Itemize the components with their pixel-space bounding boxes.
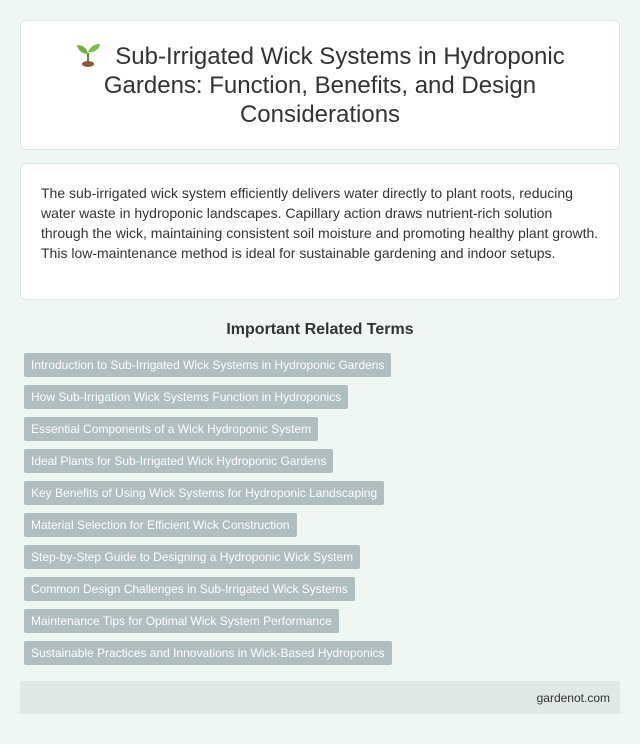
related-term-tag[interactable]: Introduction to Sub-Irrigated Wick Systems in Hydroponic Gardens bbox=[24, 353, 391, 377]
related-terms-list bbox=[24, 353, 620, 673]
footer bbox=[20, 681, 620, 714]
related-term-tag[interactable]: How Sub-Irrigation Wick Systems Function in Hydroponics bbox=[24, 385, 348, 409]
related-term-tag[interactable]: Maintenance Tips for Optimal Wick System Performance bbox=[24, 609, 339, 633]
page-title-text: Sub-Irrigated Wick Systems in Hydroponic Gardens: Function, Benefits, and Design Considerations bbox=[103, 43, 565, 128]
sprout-icon bbox=[75, 41, 101, 67]
related-term-tag[interactable]: Ideal Plants for Sub-Irrigated Wick Hydroponic Gardens bbox=[24, 449, 333, 473]
related-terms-heading: Important Related Terms bbox=[226, 321, 414, 338]
description-card bbox=[20, 163, 620, 300]
related-term-tag[interactable]: Sustainable Practices and Innovations in Wick-Based Hydroponics bbox=[24, 641, 392, 665]
related-term-tag[interactable]: Common Design Challenges in Sub-Irrigated Wick Systems bbox=[24, 577, 355, 601]
related-term-tag[interactable]: Key Benefits of Using Wick Systems for Hydroponic Landscaping bbox=[24, 481, 384, 505]
footer-site-name: gardenot.com bbox=[536, 690, 610, 705]
description-text: The sub-irrigated wick system efficiently delivers water directly to plant roots, reducing water waste in hydroponic landscapes. Capillary action draws nutrient-rich solution through the wick, maintaining consistent soil moisture and promoting healthy plant growth. This low-maintenance method is ideal for sustainable gardening and indoor setups. bbox=[41, 185, 599, 261]
related-term-tag[interactable]: Essential Components of a Wick Hydroponic System bbox=[24, 417, 318, 441]
related-term-tag[interactable]: Material Selection for Efficient Wick Construction bbox=[24, 513, 297, 537]
related-term-tag[interactable]: Step-by-Step Guide to Designing a Hydroponic Wick System bbox=[24, 545, 360, 569]
page-title bbox=[61, 41, 579, 129]
title-card bbox=[20, 20, 620, 150]
